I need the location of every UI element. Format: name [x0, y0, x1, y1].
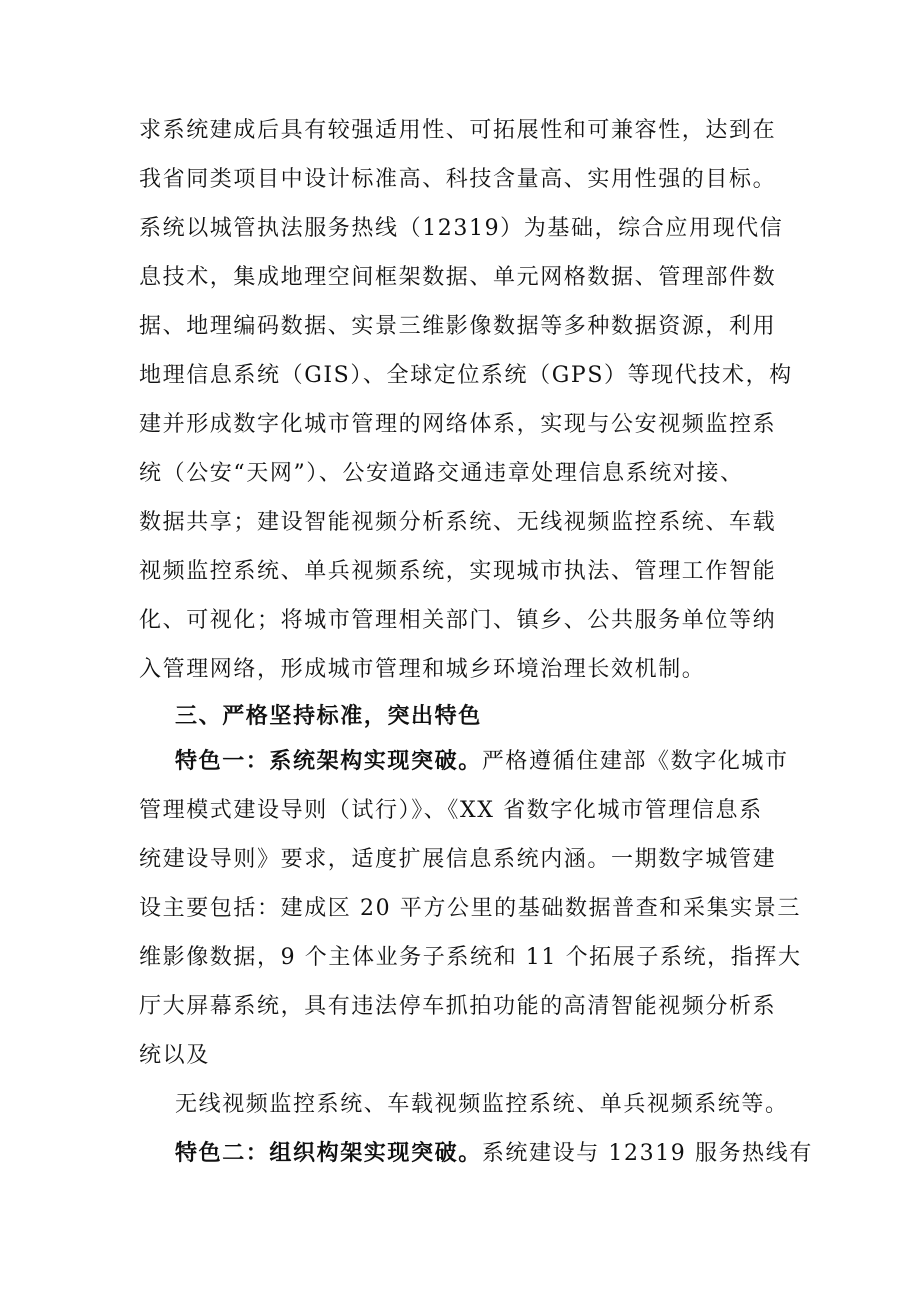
body-text-line: 无线视频监控系统、车载视频监控系统、单兵视频系统等。	[175, 1092, 789, 1117]
body-text-line: 建并形成数字化城市管理的网络体系，实现与公安视频监控系	[139, 412, 777, 437]
feature-2-title: 特色二：组织构架实现突破。	[175, 1141, 482, 1166]
feature-1-first-line	[175, 738, 835, 786]
body-text-line: 设主要包括：建成区 20 平方公里的基础数据普查和采集实景三	[139, 896, 801, 921]
section-heading: 三、严格坚持标准，突出特色	[175, 704, 482, 729]
body-text-line: 视频监控系统、单兵视频系统，实现城市执法、管理工作智能	[139, 559, 777, 584]
body-text-line: 数据共享；建设智能视频分析系统、无线视频监控系统、车载	[139, 510, 777, 535]
body-text-line: 系统以城管执法服务热线（12319）为基础，综合应用现代信	[139, 216, 784, 241]
feature-1-title: 特色一：系统架构实现突破。	[175, 749, 482, 774]
body-text-line: 地理信息系统（GIS）、全球定位系统（GPS）等现代技术，构	[139, 363, 793, 388]
body-text-line: 我省同类项目中设计标准高、科技含量高、实用性强的目标。	[139, 167, 777, 192]
feature-2-first-line	[175, 1130, 835, 1178]
body-text-line: 统以及	[139, 1043, 210, 1068]
feature-1-first-line-text: 严格遵循住建部《数字化城市	[481, 749, 789, 774]
body-text-line: 统（公安“天网”）、公安道路交通违章处理信息系统对接、	[139, 461, 744, 486]
feature-2-first-line-text: 系统建设与 12319 服务热线有	[481, 1141, 813, 1166]
body-text-line: 维影像数据，9 个主体业务子系统和 11 个拓展子系统，指挥大	[139, 945, 802, 970]
body-text-line: 化、可视化；将城市管理相关部门、镇乡、公共服务单位等纳	[139, 608, 777, 633]
body-text-line: 管理模式建设导则（试行）》、《XX 省数字化城市管理信息系	[139, 798, 763, 823]
body-text-line: 厅大屏幕系统，具有违法停车抓拍功能的高清智能视频分析系	[139, 994, 777, 1019]
body-text-line: 求系统建成后具有较强适用性、可拓展性和可兼容性，达到在	[139, 118, 777, 143]
body-text-line: 息技术，集成地理空间框架数据、单元网格数据、管理部件数	[139, 265, 777, 290]
body-text-line: 据、地理编码数据、实景三维影像数据等多种数据资源，利用	[139, 314, 777, 339]
body-text-line: 统建设导则》要求，适度扩展信息系统内涵。一期数字城管建	[139, 847, 777, 872]
body-text-line: 入管理网络，形成城市管理和城乡环境治理长效机制。	[139, 657, 706, 682]
